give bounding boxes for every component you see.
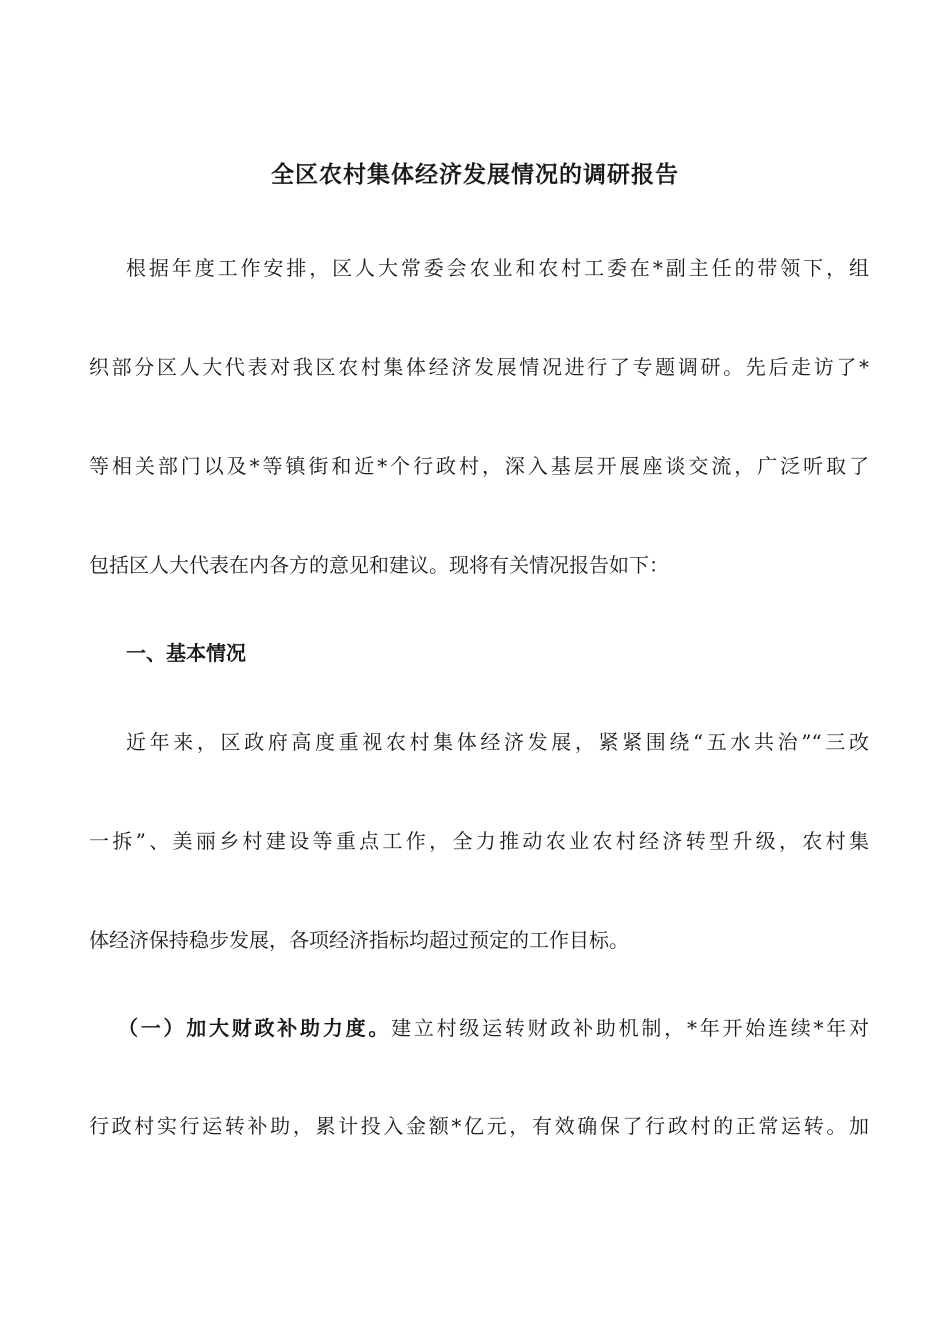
document-title: 全区农村集体经济发展情况的调研报告 [271, 161, 679, 188]
subsection1-line-1 [118, 1013, 869, 1043]
subsection1-line-2: 行政村实行运转补助，累计投入金额*亿元，有效确保了行政村的正常运转。加 [89, 1114, 869, 1138]
section-heading-basic-situation: 一、基本情况 [126, 641, 246, 665]
intro-line-1: 根据年度工作安排，区人大常委会农业和农村工委在*副主任的带领下，组 [126, 256, 869, 280]
section1-line-3: 体经济保持稳步发展，各项经济指标均超过预定的工作目标。 [89, 928, 629, 952]
subsection1-line-1-text: 建立村级运转财政补助机制，*年开始连续*年对 [391, 1016, 870, 1040]
section1-line-1: 近年来，区政府高度重视农村集体经济发展，紧紧围绕“五水共治”“三改 [126, 730, 869, 754]
section1-line-2: 一拆”、美丽乡村建设等重点工作，全力推动农业农村经济转型升级，农村集 [89, 829, 869, 853]
intro-line-3: 等相关部门以及*等镇街和近*个行政村，深入基层开展座谈交流，广泛听取了 [89, 454, 869, 478]
subsection1-bold-lead: （一）加大财政补助力度。 [118, 1016, 392, 1040]
intro-line-2: 织部分区人大代表对我区农村集体经济发展情况进行了专题调研。先后走访了* [89, 355, 869, 379]
intro-line-4: 包括区人大代表在内各方的意见和建议。现将有关情况报告如下： [89, 553, 669, 577]
